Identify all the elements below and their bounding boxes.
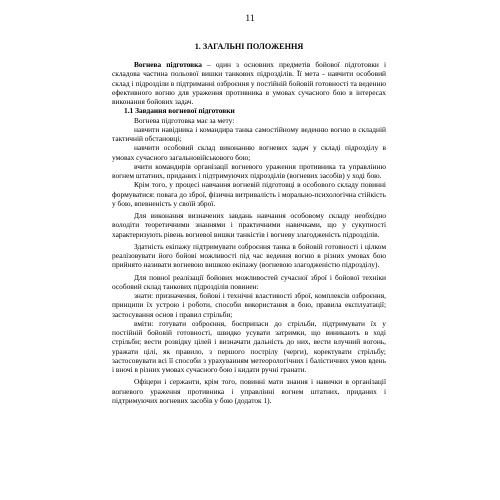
goal-item: вчити командирів організації вогневого ураження противника та управлінню вогнем штатних, приданих і підтримуючих підрозділів (вогневих засобів) у ході бою.: [112, 161, 386, 180]
body-paragraph: Здатність екіпажу підтримувати озброєння танка в бойовій готовності і цілком реалізовувати його бойові можливості під час ведення вогню в різних умовах бою прийнято називати вогневою вишкою екіпажу (вогневою злагодженістю підрозділу).: [112, 241, 386, 270]
goal-item: навчити особовий склад виконанню вогневих задач у складі підрозділу в умовах сучасного загальновійськового бою;: [112, 143, 386, 162]
goal-item: навчити навідника і командира танка самостійному веденню вогню в складній тактичній обстановці;: [112, 124, 386, 143]
page-content: [112, 38, 386, 405]
requirement-item: вміти: готувати озброєння, боєприпаси до стрільби, підтримувати їх у постійній бойовій готовності, швидко усувати затримки, що виникають в ході стрільби; вести розвідку цілей і визначати дальність до них, вести влучний вогонь, уражати цілі, як правило, з першого пострілу (черги), коректувати стрільбу; застосовувати всі її способи з урахуванням метеорологічних і балістичних умов вдень і вночі в різних умовах сучасного бою і кидати ручні гранати.: [112, 318, 386, 374]
body-paragraph: Для повної реалізації бойових можливостей сучасної зброї і бойової техніки особовий склад танкових підрозділів повинен:: [112, 272, 386, 291]
intro-paragraph: [112, 60, 386, 106]
page-number: 11: [245, 14, 255, 24]
goals-intro: Вогнева підготовка має за мету:: [134, 115, 235, 125]
requirement-item: знати: призначення, бойові і технічні властивості зброї, комплексів озброєння, принципи їх устрою і роботи, способи використання в бою, правила експлуатації; застосування основ і правил стрільби;: [112, 291, 386, 319]
intro-text: – один з основних предметів бойової підготовки і складова частина польової вишки танкових підрозділів. Її мета - навчити особовий склад і підрозділи в підтриманні озброєння у постійній бойовій готовності та веденню ефективного вогню для ураження противника в умовах сучасного бою в інтересах виконання бойових задач.: [112, 60, 386, 106]
body-paragraph: Для виконання визначених завдань навчання особовому складу необхідно володіти теоретичними знаннями і практичними навичками, що у сукупності характеризують рівень вогневої вишки танкістів і вогневу злагодженість підрозділів.: [112, 211, 386, 239]
body-paragraph: Крім того, у процесі навчання вогневій підготовці в особового складу повинні формуватися: повага до зброї, фізична витривалість і морально-психологічна стійкість у бою, впевненість у своїй зброї.: [112, 180, 386, 208]
intro-term: Вогнева підготовка: [134, 60, 202, 69]
section-heading: 1. ЗАГАЛЬНІ ПОЛОЖЕННЯ: [194, 42, 304, 51]
closing-paragraph: Офіцери і сержанти, крім того, повинні мати знання і навички в організації вогневого ураження противника і управлінні вогнем штатних, приданих і підтримуючих вогневих засобів у бою (додаток 1).: [112, 377, 386, 405]
subsection-heading: 1.1 Завдання вогневої підготовки: [124, 106, 235, 116]
